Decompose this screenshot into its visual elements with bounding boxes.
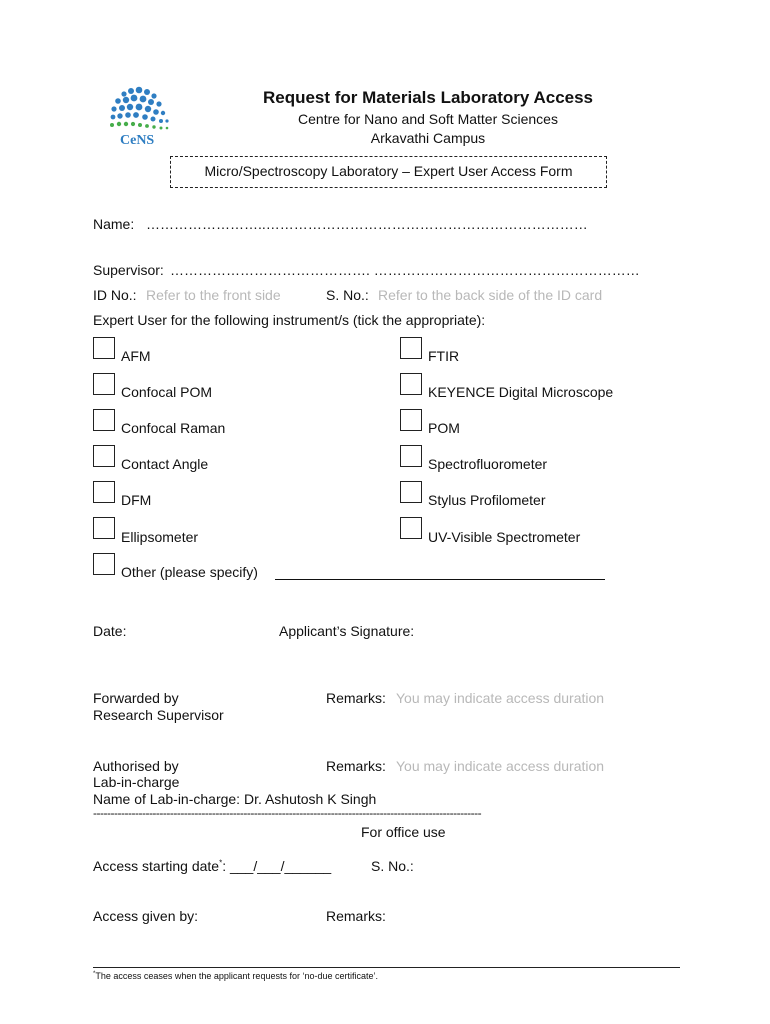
- authorise-remarks-label: Remarks:: [326, 758, 386, 774]
- date-label: Date:: [93, 623, 127, 639]
- other-specify-field[interactable]: [275, 579, 605, 580]
- instrument-label: DFM: [121, 492, 152, 508]
- checkbox-dfm[interactable]: [93, 481, 115, 503]
- checkbox-confocal-pom[interactable]: [93, 373, 115, 395]
- cens-logo: [104, 84, 176, 148]
- page-title: Request for Materials Laboratory Access: [262, 88, 594, 107]
- name-label: Name:: [93, 216, 135, 232]
- forward-remarks-label: Remarks:: [326, 690, 386, 706]
- forwarded-by-label: Forwarded by: [93, 690, 179, 706]
- form-type: Micro/Spectroscopy Laboratory – Expert User Access Form: [204, 163, 573, 179]
- office-sno-label: S. No.:: [371, 858, 414, 874]
- instrument-prompt: Expert User for the following instrument/s (tick the appropriate):: [93, 312, 486, 328]
- separator-line: ---------------------------------------------------------------------------------------------------------------: [93, 806, 482, 820]
- checkbox-ftir[interactable]: [400, 337, 422, 359]
- access-given-by-label: Access given by:: [93, 908, 199, 924]
- footnote-text: The access ceases when the applicant requests for ‘no-due certificate’.: [95, 971, 378, 981]
- footnote-mark: *: [93, 971, 96, 977]
- checkbox-confocal-raman[interactable]: [93, 409, 115, 431]
- instrument-label: Stylus Profilometer: [428, 492, 546, 508]
- name-field[interactable]: ……………………..……………………………………………………………: [146, 216, 588, 232]
- footnote: [93, 971, 378, 981]
- lab-in-charge-label: Lab-in-charge: [93, 774, 180, 790]
- supervisor-field[interactable]: ……………………………………. …………………………………………………: [170, 262, 640, 278]
- checkbox-stylus-profilometer[interactable]: [400, 481, 422, 503]
- sno-field[interactable]: Refer to the back side of the ID card: [378, 287, 603, 303]
- checkbox-pom[interactable]: [400, 409, 422, 431]
- instrument-label: Ellipsometer: [121, 529, 199, 545]
- checkbox-other[interactable]: [93, 553, 115, 575]
- instrument-label: Spectrofluorometer: [428, 456, 548, 472]
- access-start-date[interactable]: [93, 858, 331, 874]
- start-blank: : ___/___/______: [222, 858, 332, 874]
- instrument-label: AFM: [121, 348, 151, 364]
- other-label: Other (please specify): [121, 564, 258, 580]
- supervisor-label: Supervisor:: [93, 262, 164, 278]
- authorise-remarks-field[interactable]: You may indicate access duration: [396, 758, 605, 774]
- checkbox-keyence[interactable]: [400, 373, 422, 395]
- checkbox-uv-visible[interactable]: [400, 517, 422, 539]
- checkbox-afm[interactable]: [93, 337, 115, 359]
- instrument-label: Confocal Raman: [121, 420, 226, 436]
- id-label: ID No.:: [93, 287, 137, 303]
- instrument-label: KEYENCE Digital Microscope: [428, 384, 614, 400]
- id-field[interactable]: Refer to the front side: [146, 287, 281, 303]
- subtitle-campus: Arkavathi Campus: [370, 130, 486, 146]
- instrument-label: UV-Visible Spectrometer: [428, 529, 581, 545]
- office-use-heading: For office use: [361, 824, 446, 840]
- research-supervisor-label: Research Supervisor: [93, 707, 224, 723]
- applicant-signature-label: Applicant’s Signature:: [279, 623, 415, 639]
- lab-in-charge-name: Name of Lab-in-charge: Dr. Ashutosh K Singh: [93, 791, 377, 807]
- checkbox-contact-angle[interactable]: [93, 445, 115, 467]
- authorised-by-label: Authorised by: [93, 758, 179, 774]
- instrument-label: Contact Angle: [121, 456, 209, 472]
- logo-text: CeNS: [120, 133, 155, 148]
- office-remarks-label: Remarks:: [326, 908, 386, 924]
- instrument-label: FTIR: [428, 348, 460, 364]
- instrument-label: POM: [428, 420, 460, 436]
- start-mark: *: [219, 858, 223, 868]
- checkbox-ellipsometer[interactable]: [93, 517, 115, 539]
- instrument-label: Confocal POM: [121, 384, 213, 400]
- forward-remarks-field[interactable]: You may indicate access duration: [396, 690, 605, 706]
- sno-label: S. No.:: [326, 287, 369, 303]
- footnote-rule: [93, 967, 680, 968]
- subtitle-centre: Centre for Nano and Soft Matter Sciences: [298, 111, 558, 127]
- checkbox-spectrofluorometer[interactable]: [400, 445, 422, 467]
- start-label: Access starting date: [93, 858, 220, 874]
